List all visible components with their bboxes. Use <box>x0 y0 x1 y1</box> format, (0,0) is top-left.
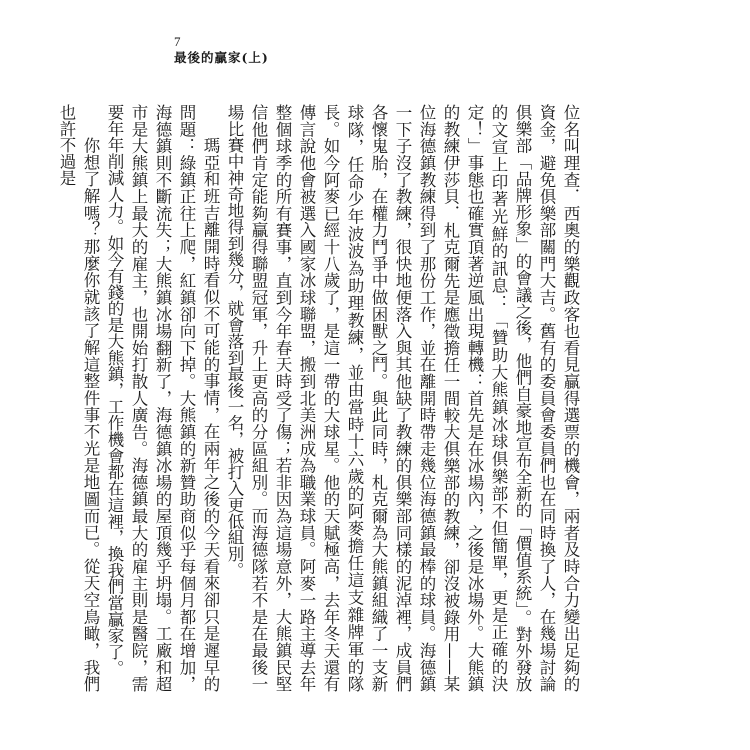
paragraph: 位名叫理查．西奧的樂觀政客也看見贏得選票的機會，兩者及時合力變出足夠的資金，避免俱樂部關門大吉。舊有的委員會委員們也在同時換了人，在幾場討論俱樂部「品牌形象」的會議之後，他們自豪地宣布全新的「價值系統」。對外發放的文宣上印著光鮮的訊息：「贊助大熊鎮冰球俱樂部不但簡單，更是正確的決定！」事態也確實頂著逆風出現轉機：首先是在冰場內，之後是冰場外。大熊鎮的教練伊莎貝．札克爾先是應徵擔任一間較大俱樂部的教練，卻沒被錄用——某位海德鎮教練得到了那份工作，並在離開時帶走幾位海德鎮最棒的球員。海德鎮一下子沒了教練，很快地便落入與其他缺了教練的俱樂部同樣的泥淖裡，成員們各懷鬼胎，在權力鬥爭中做困獸之鬥。與此同時，札克爾為大熊鎮組織了一支新球隊，任命少年波波為助理教練，並由當時十六歲的阿麥擔任這支雜牌軍的隊長。如今阿麥已經十八歲了，是這一帶的大球星。他的天賦極高，去年冬天還有傳言說他會被選入國家冰球聯盟，搬到北美洲成為職業球員。阿麥一路主導去年整個球季的所有賽事，直到今年春天時受了傷；若非因為這場意外，大熊鎮民堅信他們肯定能夠贏得聯盟冠軍，升上更高的分區組別。而海德隊若不是在最後一場比賽中神奇地得到幾分，就會落到最後一名，被打入更低組別。 <box>225 104 580 692</box>
page-number: 7 <box>174 34 181 49</box>
paragraph: 瑪亞和班吉離開時看似不可能的事情，在兩年之後的今天看來卻只是遲早的問題：綠鎮正往上爬，紅鎮卻向下掉。大熊鎮的新贊助商似乎每個月都在增加，海德鎮則不斷流失；大熊鎮冰場翻新了，海德鎮冰場的屋頂幾乎坍塌。工廠和超市是大熊鎮上最大的雇主，也開始打散人廣告。海德鎮最大的雇主則是醫院，需要年年削減人力。如今有錢的是大熊鎮，工作機會都在這裡，換我們當贏家了。 <box>105 104 220 692</box>
running-head: 最後的贏家(上) <box>174 50 269 65</box>
paragraph: 你想了解嗎？那麼你就該了解這整件事不光是地圖而已。從天空鳥瞰，我們也許不過是 <box>57 104 100 692</box>
body-text <box>57 104 582 692</box>
